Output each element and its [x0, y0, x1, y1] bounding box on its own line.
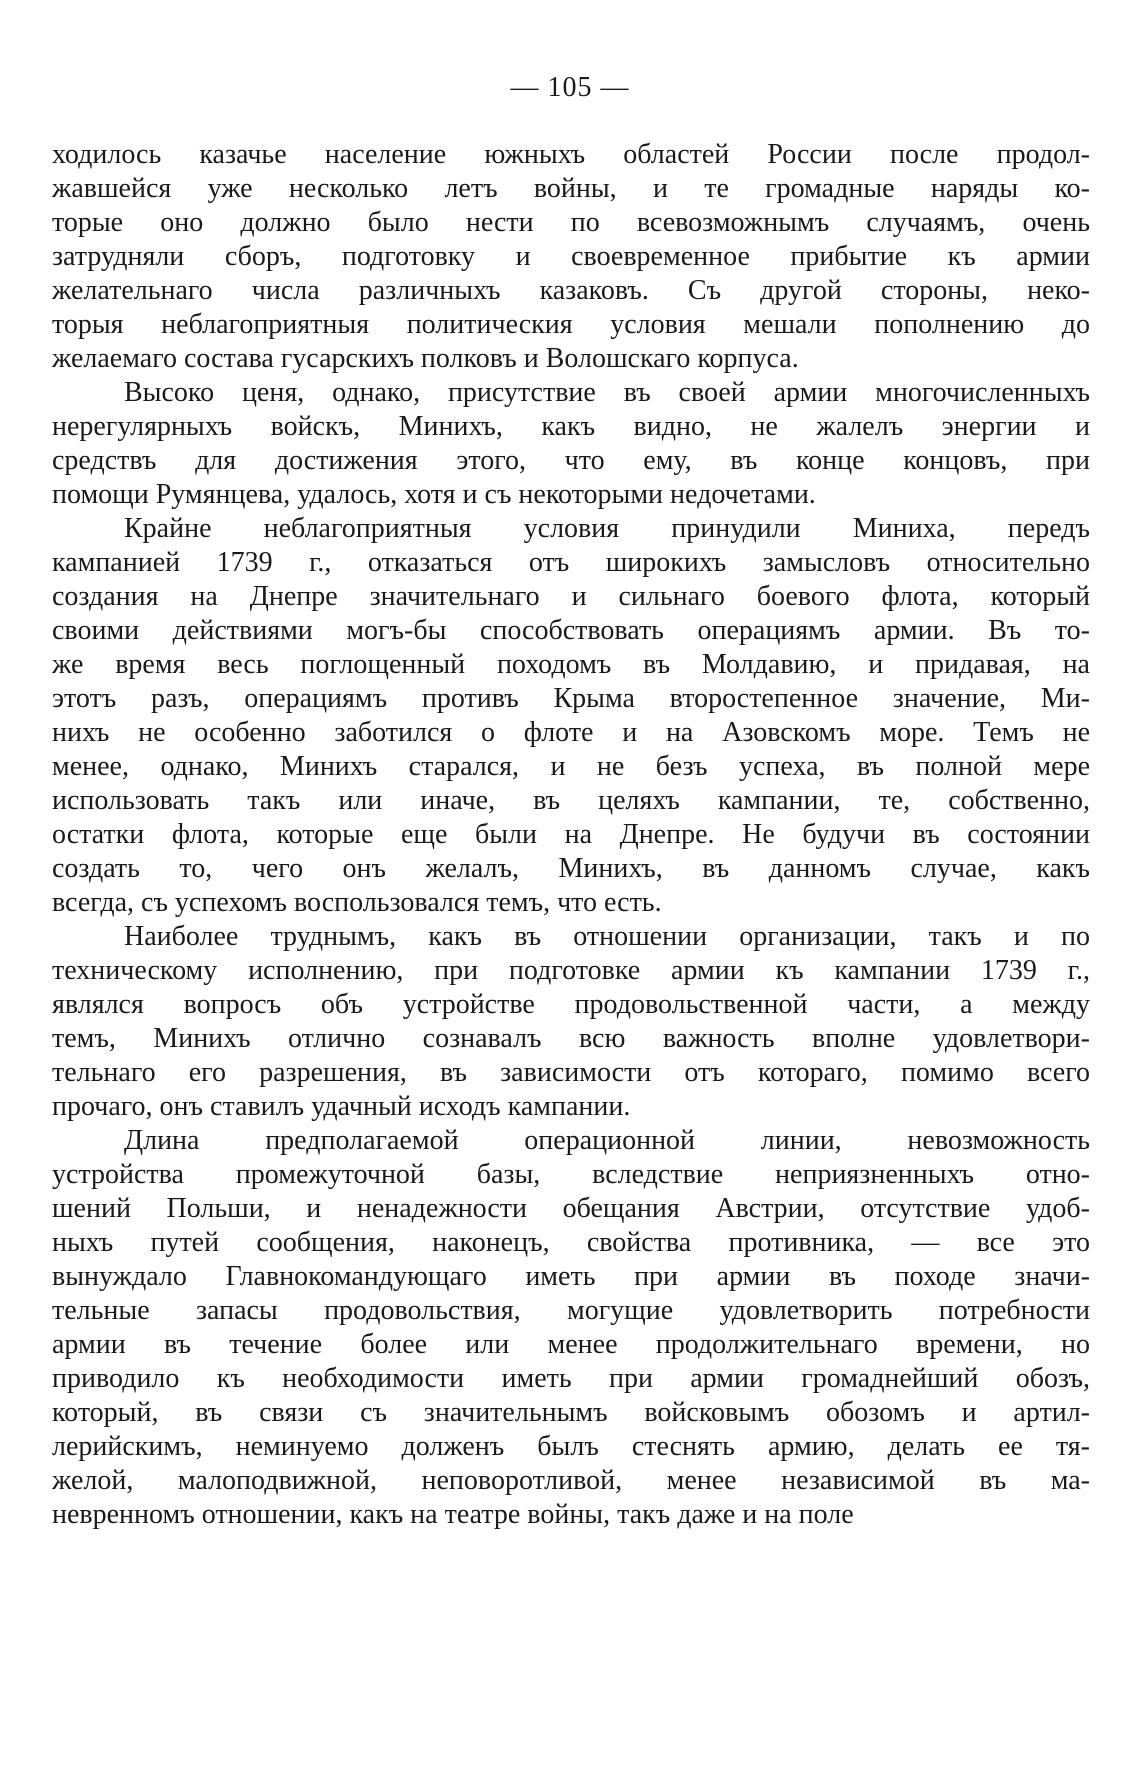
- text-line: Наиболее труднымъ, какъ въ отношении организации, такъ и по: [124, 921, 1090, 952]
- text-line: вынуждало Главнокомандующаго иметь при армии въ походе значи-: [52, 1261, 1090, 1292]
- text-line: создания на Днепре значительнаго и сильнаго боевого флота, который: [52, 581, 1090, 612]
- text-line: же время весь поглощенный походомъ въ Молдавию, и придавая, на: [52, 649, 1090, 680]
- text-line: всегда, съ успехомъ воспользовался темъ, что есть.: [52, 887, 662, 918]
- body-text: [52, 138, 1090, 1532]
- text-line: Высоко ценя, однако, присутствие въ своей армии многочисленныхъ: [124, 377, 1090, 408]
- text-line: торыя неблагоприятныя политическия условия мешали пополнению до: [52, 309, 1090, 340]
- text-line: желаемаго состава гусарскихъ полковъ и Волошскаго корпуса.: [52, 343, 799, 374]
- paragraph: [52, 1124, 1090, 1532]
- text-line: приводило къ необходимости иметь при армии громаднейший обозъ,: [52, 1363, 1090, 1394]
- text-line: нихъ не особенно заботился о флоте и на Азовскомъ море. Темъ не: [52, 717, 1090, 748]
- text-line: этотъ разъ, операциямъ противъ Крыма второстепенное значение, Ми-: [52, 683, 1090, 714]
- page-number: — 105 —: [510, 72, 630, 103]
- paragraph: [52, 512, 1090, 920]
- text-line: своими действиями могъ-бы способствовать операциямъ армии. Въ то-: [52, 615, 1090, 646]
- text-line: Крайне неблагоприятныя условия принудили Миниха, передъ: [124, 513, 1090, 544]
- text-line: являлся вопросъ объ устройстве продовольственной части, а между: [52, 989, 1090, 1020]
- text-line: использовать такъ или иначе, въ целяхъ кампании, те, собственно,: [52, 785, 1090, 816]
- text-line: ходилось казачье население южныхъ областей России после продол-: [52, 139, 1090, 170]
- text-line: жавшейся уже несколько летъ войны, и те громадные наряды ко-: [52, 173, 1090, 204]
- text-line: армии въ течение более или менее продолжительнаго времени, но: [52, 1329, 1090, 1360]
- paragraph: [52, 376, 1090, 512]
- text-line: помощи Румянцева, удалось, хотя и съ некоторыми недочетами.: [52, 479, 816, 510]
- text-line: желательнаго числа различныхъ казаковъ. Съ другой стороны, неко-: [52, 275, 1090, 306]
- text-line: затрудняли сборъ, подготовку и своевременное прибытие къ армии: [52, 241, 1090, 272]
- text-line: создать то, чего онъ желалъ, Минихъ, въ данномъ случае, какъ: [52, 853, 1090, 884]
- text-line: желой, малоподвижной, неповоротливой, менее независимой въ ма-: [52, 1465, 1090, 1496]
- text-line: торые оно должно было нести по всевозможнымъ случаямъ, очень: [52, 207, 1090, 238]
- text-line: лерийскимъ, неминуемо долженъ былъ стеснять армию, делать ее тя-: [52, 1431, 1090, 1462]
- text-line: ныхъ путей сообщения, наконецъ, свойства противника, — все это: [52, 1227, 1090, 1258]
- text-line: темъ, Минихъ отлично сознавалъ всю важность вполне удовлетвори-: [52, 1023, 1090, 1054]
- paragraph: [52, 138, 1090, 376]
- text-line: тельнаго его разрешения, въ зависимости отъ котораго, помимо всего: [52, 1057, 1090, 1088]
- text-line: устройства промежуточной базы, вследствие неприязненныхъ отно-: [52, 1159, 1090, 1190]
- text-line: тельные запасы продовольствия, могущие удовлетворить потребности: [52, 1295, 1090, 1326]
- text-line: шений Польши, и ненадежности обещания Австрии, отсутствие удоб-: [52, 1193, 1090, 1224]
- text-line: нерегулярныхъ войскъ, Минихъ, какъ видно, не жалелъ энергии и: [52, 411, 1090, 442]
- text-line: техническому исполнению, при подготовке армии къ кампании 1739 г.,: [52, 955, 1090, 986]
- text-line: кампанией 1739 г., отказаться отъ широкихъ замысловъ относительно: [52, 547, 1090, 578]
- paragraph: [52, 920, 1090, 1124]
- text-line: менее, однако, Минихъ старался, и не безъ успеха, въ полной мере: [52, 751, 1090, 782]
- text-line: который, въ связи съ значительнымъ войсковымъ обозомъ и артил-: [52, 1397, 1090, 1428]
- text-line: остатки флота, которые еще были на Днепре. Не будучи въ состоянии: [52, 819, 1090, 850]
- text-line: средствъ для достижения этого, что ему, въ конце концовъ, при: [52, 445, 1090, 476]
- text-line: прочаго, онъ ставилъ удачный исходъ кампании.: [52, 1091, 631, 1122]
- text-line: невренномъ отношении, какъ на театре войны, такъ даже и на поле: [52, 1499, 854, 1530]
- text-line: Длина предполагаемой операционной линии, невозможность: [124, 1125, 1090, 1156]
